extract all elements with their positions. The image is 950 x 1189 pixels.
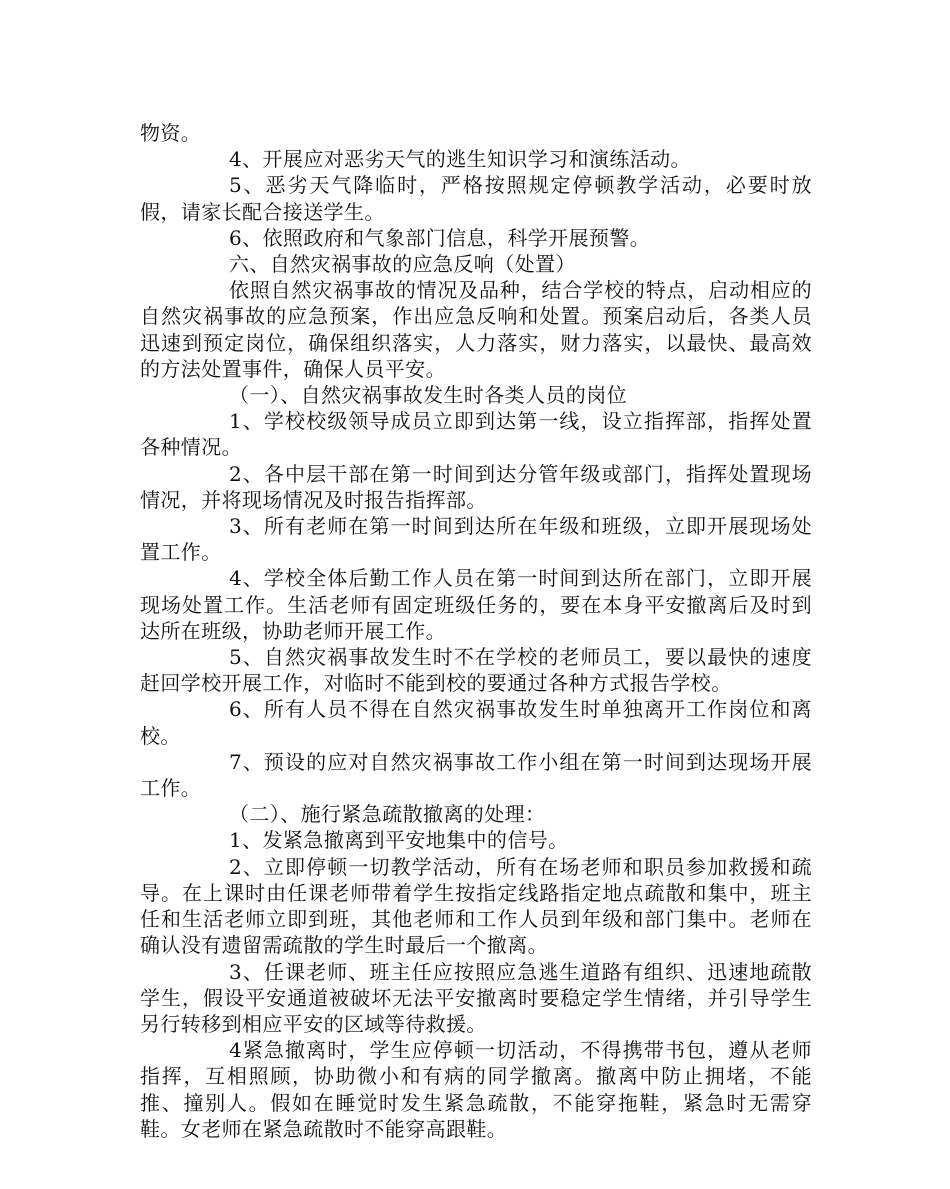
list-item: 4紧急撤离时，学生应停顿一切活动，不得携带书包，遵从老师指挥，互相照顾，协助微小和有病的同学撤离。撤离中防止拥堵，不能推、撞别人。假如在睡觉时发生紧急疏散，不能穿拖鞋，紧急时无需穿鞋。女老师在紧急疏散时不能穿高跟鞋。 (140, 1038, 812, 1141)
list-item: 5、自然灾祸事故发生时不在学校的老师员工，要以最快的速度赶回学校开展工作，对临时不能到校的要通过各种方式报告学校。 (140, 645, 812, 696)
subsection-heading: （二）、施行紧急疏散撤离的处理： (229, 802, 546, 827)
subsection-heading: （一）、自然灾祸事故发生时各类人员的岗位 (229, 383, 627, 408)
list-item: 4、开展应对恶劣天气的逃生知识学习和演练活动。 (229, 147, 691, 172)
list-item: 2、各中层干部在第一时间到达分管年级或部门，指挥处置现场情况，并将现场情况及时报告指挥部。 (140, 461, 812, 512)
list-item: 5、恶劣天气降临时，严格按照规定停顿教学活动，必要时放假，请家长配合接送学生。 (140, 173, 812, 224)
paragraph: 依照自然灾祸事故的情况及品种，结合学校的特点，启动相应的自然灾祸事故的应急预案，作出应急反响和处置。预案启动后，各类人员迅速到预定岗位，确保组织落实，人力落实，财力落实，以最快、最高效的方法处置事件，确保人员平安。 (140, 278, 812, 381)
list-item: 6、所有人员不得在自然灾祸事故发生时单独离开工作岗位和离校。 (140, 697, 812, 748)
document-body (140, 120, 812, 1142)
list-item: 3、所有老师在第一时间到达所在年级和班级，立即开展现场处置工作。 (140, 514, 812, 565)
list-item: 7、预设的应对自然灾祸事故工作小组在第一时间到达现场开展工作。 (140, 749, 812, 801)
section-heading: 六、自然灾祸事故的应急反响（处置） (229, 252, 576, 277)
list-item: 4、学校全体后勤工作人员在第一时间到达所在部门，立即开展现场处置工作。生活老师有固定班级任务的，要在本身平安撤离后及时到达所在班级，协助老师开展工作。 (140, 566, 812, 643)
paragraph-continuation: 物资。 (140, 121, 202, 145)
list-item: 1、学校校级领导成员立即到达第一线，设立指挥部，指挥处置各种情况。 (140, 409, 812, 460)
list-item: 3、任课老师、班主任应按照应急逃生道路有组织、迅速地疏散学生，假设平安通道被破坏无法平安撤离时要稳定学生情绪，并引导学生另行转移到相应平安的区域等待救援。 (140, 959, 812, 1036)
list-item: 6、依照政府和气象部门信息，科学开展预警。 (229, 225, 651, 250)
list-item: 2、立即停顿一切教学活动，所有在场老师和职员参加救援和疏导。在上课时由任课老师带着学生按指定线路指定地点疏散和集中，班主任和生活老师立即到班，其他老师和工作人员到年级和部门集中。老师在确认没有遗留需疏散的学生时最后一个撤离。 (140, 854, 812, 958)
list-item: 1、发紧急撤离到平安地集中的信号。 (229, 828, 569, 853)
